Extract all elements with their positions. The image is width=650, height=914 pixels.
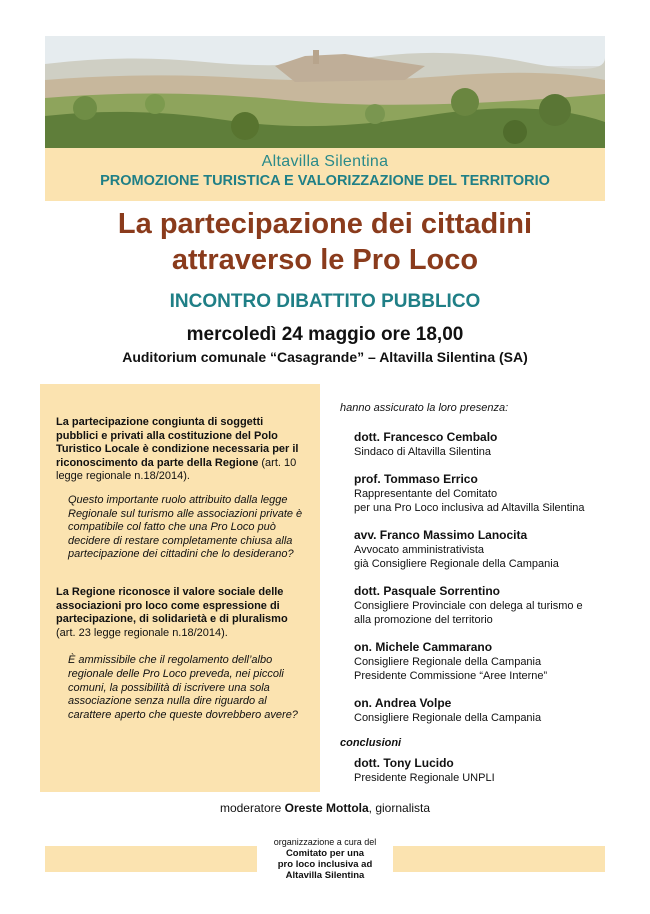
- speaker-item: [354, 639, 610, 683]
- speaker-item: [354, 583, 610, 627]
- moderator-prefix: moderatore: [219, 801, 285, 815]
- header-subtitle: PROMOZIONE TURISTICA E VALORIZZAZIONE DEL TERRITORIO: [100, 173, 550, 189]
- speakers-column: [340, 402, 610, 797]
- header-band: [45, 148, 605, 201]
- speaker-name: on. Michele Cammarano: [354, 640, 493, 654]
- speaker-role-2: per una Pro Loco inclusiva ad Altavilla Silentina: [354, 502, 585, 514]
- speaker-name: dott. Francesco Cembalo: [354, 430, 498, 444]
- speaker-role: Avvocato amministrativista: [354, 544, 485, 556]
- speaker-name: prof. Tommaso Errico: [354, 472, 478, 486]
- paragraph-1-bold: La partecipazione congiunta di soggetti pubblici e privati alla costituzione del Polo Turistico Locale è condizione necessaria per il riconoscimento da parte della Regione: [56, 416, 299, 469]
- speaker-role-2: già Consigliere Regionale della Campania: [354, 558, 559, 570]
- town-landscape-photo: [45, 36, 605, 148]
- paragraph-valore-sociale: [56, 586, 306, 640]
- organization-card: [257, 835, 393, 889]
- org-line-3: pro loco inclusiva ad: [277, 859, 373, 870]
- event-place: Auditorium comunale “Casagrande” – Altavilla Silentina (SA): [122, 349, 528, 365]
- speaker-item: [354, 429, 610, 459]
- title-line-1: La partecipazione dei cittadini: [117, 208, 533, 240]
- page-title: [0, 206, 650, 278]
- conclusion-speaker: [354, 755, 610, 785]
- question-1: Questo importante ruolo attribuito dalla legge Regionale sul turismo alle associazioni private è compatibile col fatto che una Pro Loco può decidere di restare completamente chiusa alla partecipazione dei cittadini che lo desiderano?: [68, 493, 303, 561]
- moderator-suffix: , giornalista: [368, 801, 431, 815]
- org-line-2: Comitato per una: [285, 848, 365, 859]
- question-2: È ammissibile che il regolamento dell’albo regionale delle Pro Loco preveda, nei piccoli comuni, la possibilità di iscrivere una sola associazione senza nulla dire riguardo al carattere aperto che queste dovrebbero avere?: [68, 654, 298, 721]
- organization-footer: [45, 837, 605, 881]
- moderator-name: Oreste Mottola: [284, 801, 369, 815]
- speaker-role: Presidente Regionale UNPLI: [354, 772, 495, 784]
- speaker-name: avv. Franco Massimo Lanocita: [354, 528, 528, 542]
- org-line-4: Altavilla Silentina: [285, 870, 365, 881]
- conclusions-label: conclusioni: [340, 737, 402, 749]
- speaker-role-2: alla promozione del territorio: [354, 614, 493, 626]
- speaker-role: Consigliere Regionale della Campania: [354, 712, 542, 724]
- paragraph-2-ref: (art. 23 legge regionale n.18/2014).: [56, 626, 228, 639]
- town-name: Altavilla Silentina: [261, 153, 389, 170]
- speaker-name: on. Andrea Volpe: [354, 696, 452, 710]
- speaker-item: [354, 527, 610, 571]
- paragraph-polo-turistico: [56, 416, 306, 484]
- moderator-line: [0, 801, 650, 815]
- speaker-name: dott. Pasquale Sorrentino: [354, 584, 501, 598]
- org-line-1: organizzazione a cura del: [273, 837, 377, 847]
- speaker-role: Rappresentante del Comitato: [354, 488, 498, 500]
- speaker-item: [354, 471, 610, 515]
- speakers-heading: hanno assicurato la loro presenza:: [340, 402, 509, 414]
- title-line-2: attraverso le Pro Loco: [171, 244, 479, 276]
- paragraph-1-ref: (art. 10 legge regionale n.18/2014).: [56, 456, 297, 483]
- event-date: mercoledì 24 maggio ore 18,00: [186, 324, 464, 345]
- speaker-role: Sindaco di Altavilla Silentina: [354, 446, 491, 458]
- speaker-role: Consigliere Regionale della Campania: [354, 656, 542, 668]
- speaker-name: dott. Tony Lucido: [354, 756, 454, 770]
- speaker-item: [354, 695, 610, 725]
- event-type: INCONTRO DIBATTITO PUBBLICO: [169, 291, 481, 312]
- left-info-panel: [40, 384, 320, 792]
- speaker-role-2: Presidente Commissione “Aree Interne”: [354, 670, 548, 682]
- speaker-role: Consigliere Provinciale con delega al turismo e: [354, 600, 583, 612]
- paragraph-2-bold: La Regione riconosce il valore sociale delle associazioni pro loco come espressione di partecipazione, di solidarietà e di pluralismo: [56, 585, 288, 626]
